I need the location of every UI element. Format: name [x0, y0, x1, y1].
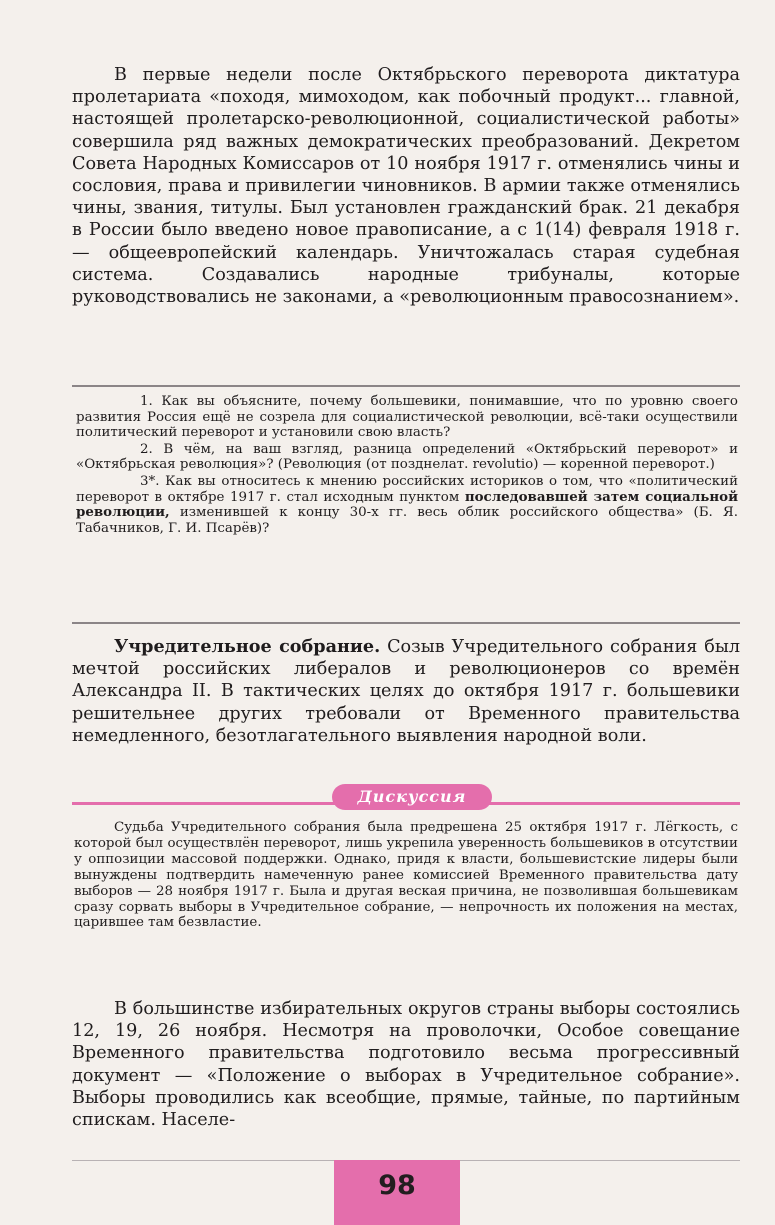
paragraph-elections-text: В большинстве избирательных округов страны выборы состоялись 12, 19, 26 ноября. Несмотря на проволочки, Особое совещание Временного правительства подготовило весьма прогрессивный документ — «Положение о выборах в Учредительное собрание». Выборы проводились как всеобщие, прямые, тайные, по партийным спискам. Населе-: [72, 999, 740, 1131]
question-2: 2. В чём, на ваш взгляд, разница определений «Октябрьский переворот» и «Октябрьская революция»? (Революция (от позднелат. revolutio) — коренной переворот.): [76, 441, 738, 473]
questions-block: [76, 394, 738, 537]
question-3: 3*. Как вы относитесь к мнению российских историков о том, что «политический переворот в октябре 1917 г. стал исходным пунктом последовавшей затем социальной революции, изменившей к концу 30-х гг. весь облик российского общества» (Б. Я. Табачников, Г. И. Псарёв)?: [76, 473, 739, 536]
discussion-badge: Дискуссия: [332, 784, 492, 810]
discussion-text-block: [74, 820, 738, 931]
paragraph-decrees-text: В первые недели после Октябрьского переворота диктатура пролетариата «походя, мимоходом, как побочный продукт... главной, настоящей пролетарско-революционной, социалистической работы» совершила ряд важных демократических преобразований. Декретом Совета Народных Комиссаров от 10 ноября 1917 г. отменялись чины и сословия, права и привилегии чиновников. В армии также отменялись чины, звания, титулы. Был установлен гражданский брак. 21 декабря в России было введено новое правописание, а с 1(14) февраля 1918 г. — общеевропейский календарь. Уничтожалась старая судебная система. Создавались народные трибуналы, которые руководствовались не законами, а «революционным правосознанием».: [72, 65, 740, 308]
discussion-text: Судьба Учредительного собрания была предрешена 25 октября 1917 г. Лёгкость, с которой был осуществлён переворот, лишь укрепила уверенность большевиков в отсутствии у оппозиции массовой поддержки. Однако, придя к власти, большевистские лидеры были вынуждены подтвердить намеченную ранее комиссией Временного правительства дату выборов — 28 ноября 1917 г. Была и другая веская причина, не позволившая большевикам сразу сорвать выборы в Учредительное собрание, — непрочность их положения на местах, царившее там безвластие.: [74, 820, 738, 931]
paragraph-constituent-assembly-text: Созыв Учредительного собрания был мечтой российских либералов и революционеров со времён Александра II. В тактических целях до октября 1917 г. большевики решительнее других требовали от Временного правительства немедленного, безотлагательного выявления народной воли.: [72, 637, 740, 746]
question-1: 1. Как вы объясните, почему большевики, понимавшие, что по уровню своего развития Россия ещё не созрела для социалистической революции, всё-таки осуществили политический переворот и установили свою власть?: [76, 394, 738, 441]
questions-bottom-divider: [72, 622, 740, 624]
page-number-box: [334, 1160, 460, 1225]
section-heading: Учредительное собрание.: [114, 636, 381, 657]
page-number: 98: [378, 1170, 416, 1201]
paragraph-decrees: [72, 64, 740, 308]
paragraph-elections: [72, 998, 740, 1131]
questions-top-divider: [72, 385, 740, 387]
question-3-emphasis: последовавшей затем социальной революции,: [76, 488, 739, 521]
paragraph-constituent-assembly: [72, 636, 740, 747]
